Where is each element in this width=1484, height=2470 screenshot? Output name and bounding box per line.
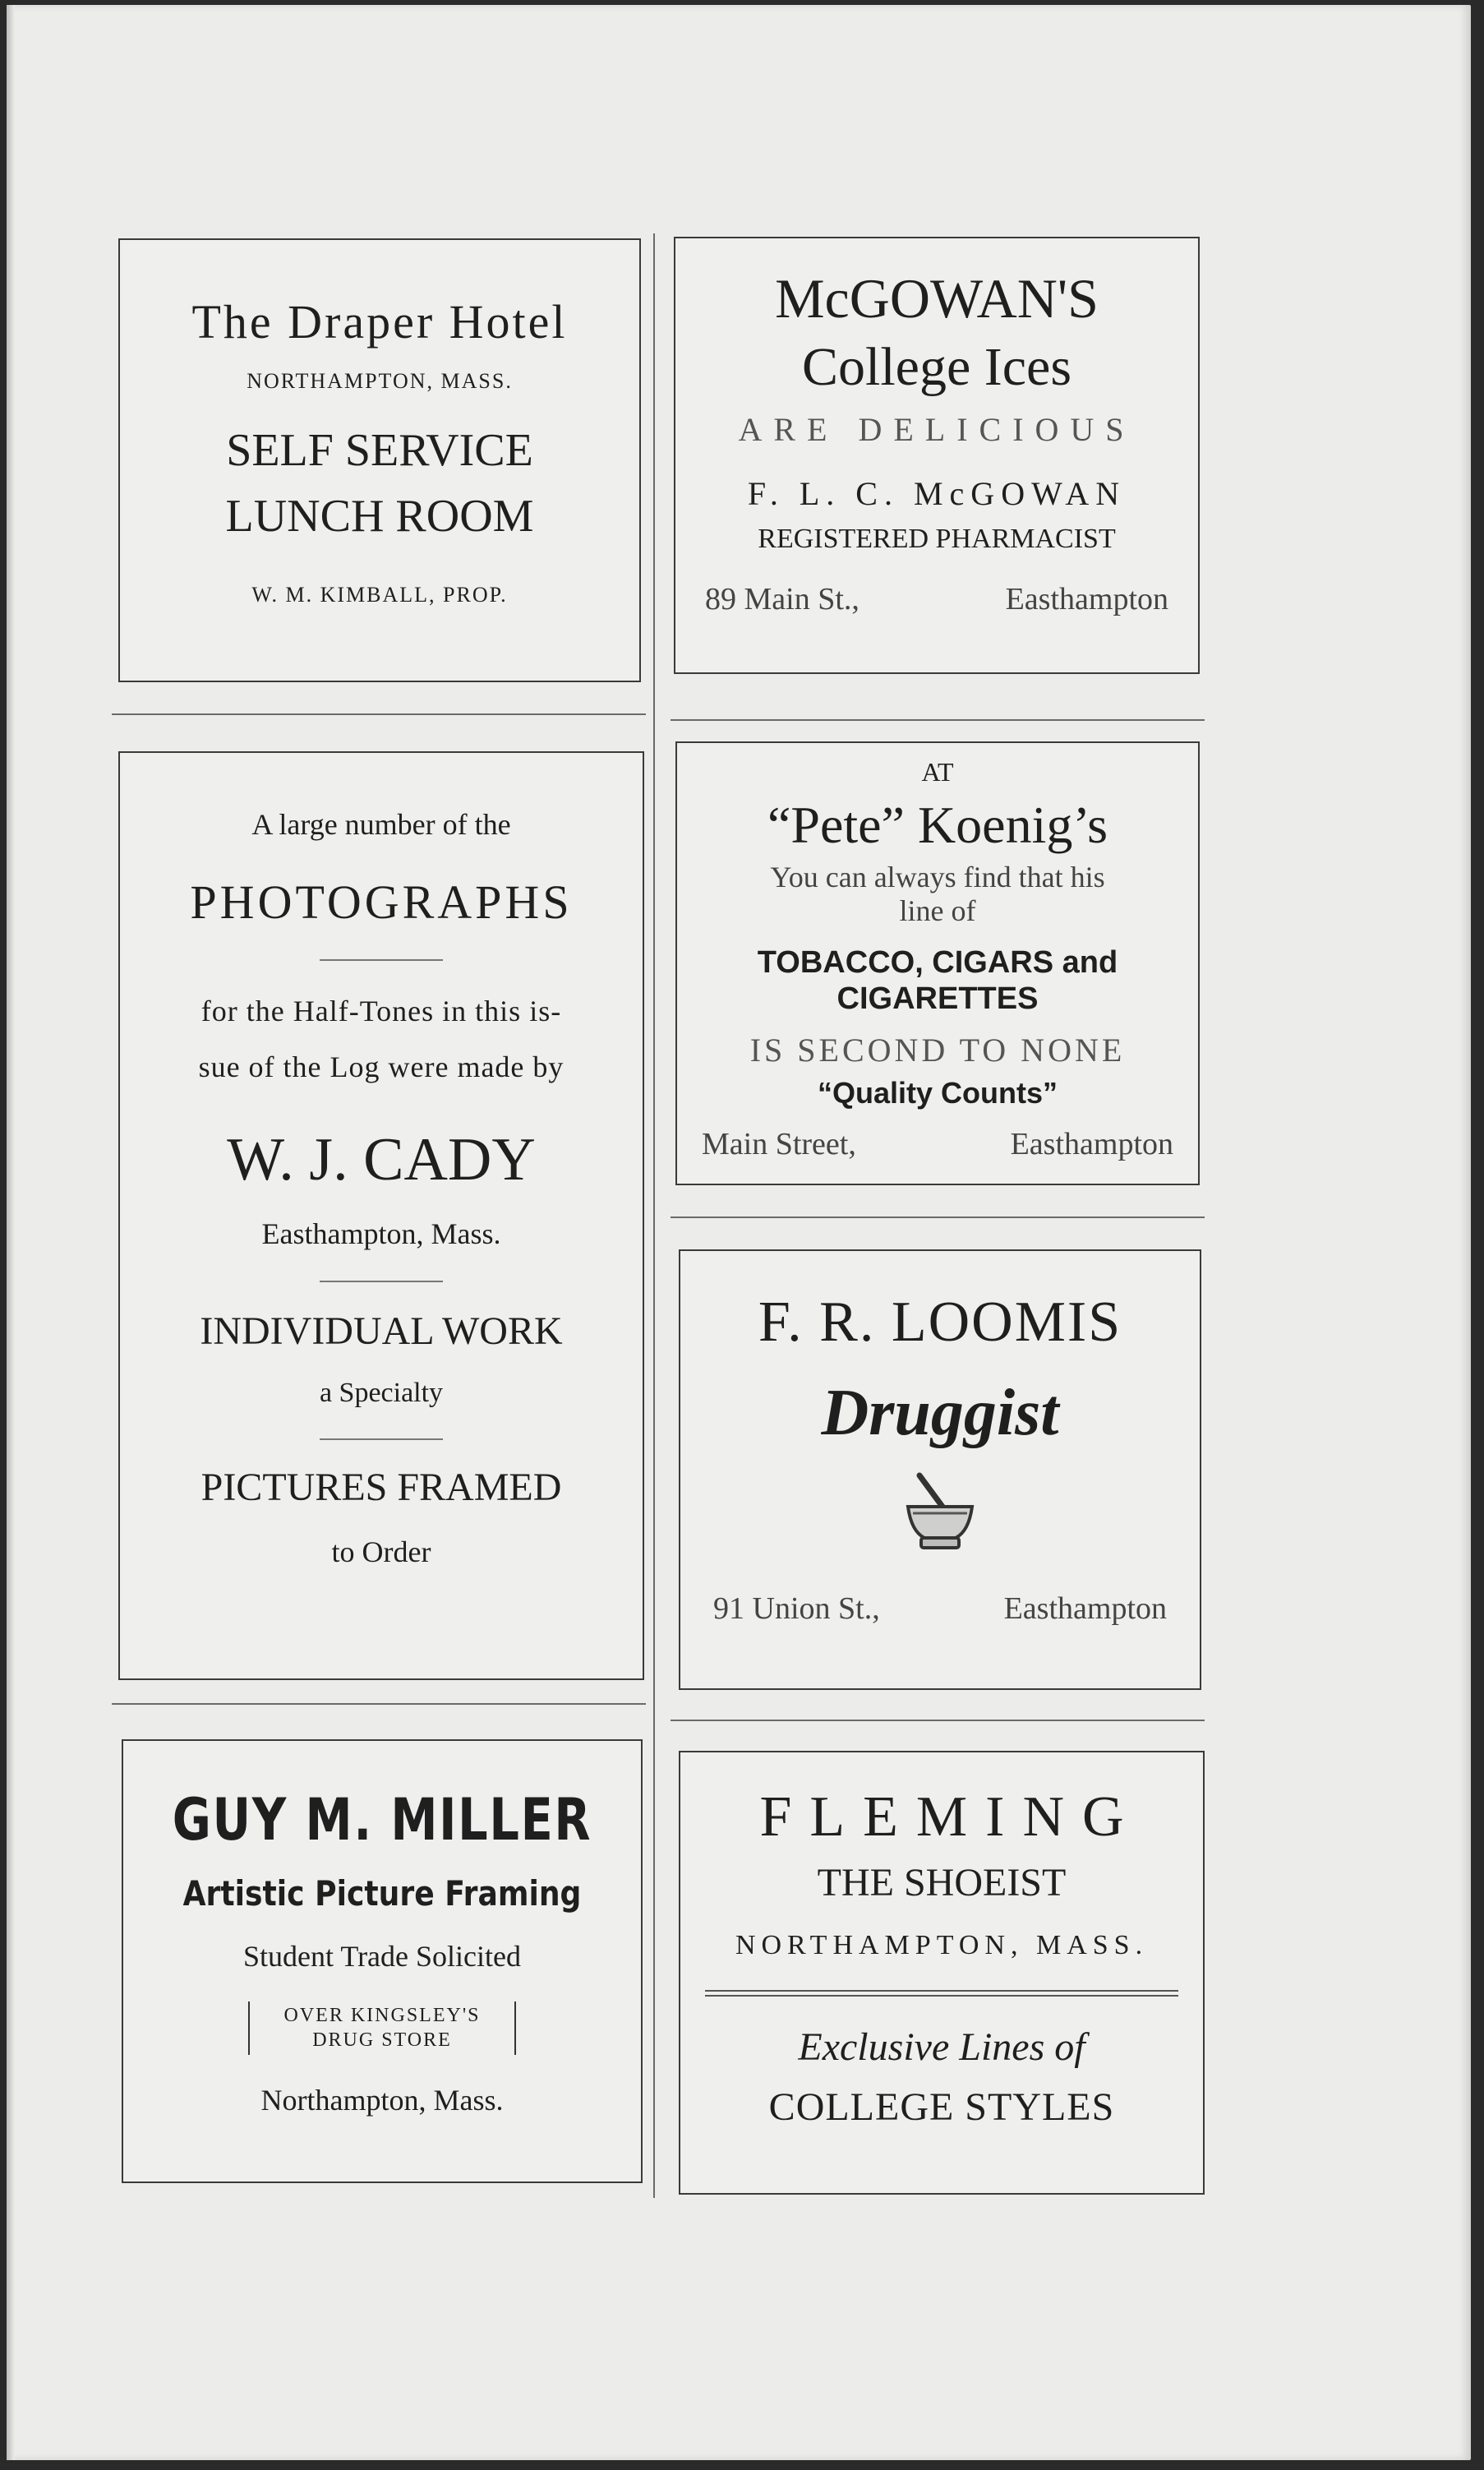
ad-title: The Draper Hotel xyxy=(191,295,568,349)
ad-footer xyxy=(680,1590,1200,1627)
ad-motto: “Quality Counts” xyxy=(817,1076,1058,1110)
separator xyxy=(320,1281,443,1282)
ad-trade: THE SHOEIST xyxy=(817,1861,1067,1904)
separator xyxy=(320,959,443,961)
page-spine xyxy=(7,5,15,2460)
ad-line: SELF SERVICE xyxy=(226,425,533,477)
ad-products: TOBACCO, CIGARS and xyxy=(757,944,1118,980)
ad-location: OVER KINGSLEY'S xyxy=(283,2004,481,2026)
ad-town: Easthampton xyxy=(1003,1591,1167,1626)
ad-line: LUNCH ROOM xyxy=(225,490,534,542)
ad-footer xyxy=(677,1126,1198,1162)
ad-loomis xyxy=(679,1249,1201,1690)
ad-mcgowans xyxy=(674,237,1200,674)
ad-cady xyxy=(118,751,644,1680)
ad-service: INDIVIDUAL WORK xyxy=(200,1309,563,1353)
ad-tagline: ARE DELICIOUS xyxy=(738,411,1136,449)
ad-service-note: to Order xyxy=(331,1535,431,1568)
divider-right-2 xyxy=(671,1217,1205,1218)
ad-location: NORTHAMPTON, MASS. xyxy=(247,368,513,393)
ad-service-note: a Specialty xyxy=(319,1378,444,1409)
ad-town: Northampton, Mass. xyxy=(260,2083,504,2117)
ad-service: PICTURES FRAMED xyxy=(200,1465,562,1509)
ad-address: Main Street, xyxy=(702,1126,856,1161)
ad-product: College Ices xyxy=(801,336,1072,397)
catalog-page xyxy=(7,5,1471,2460)
ad-footer xyxy=(675,581,1198,617)
ad-name: W. J. CADY xyxy=(227,1125,536,1193)
ad-title: McGOWAN'S xyxy=(775,267,1099,330)
ad-location: NORTHAMPTON, MASS. xyxy=(735,1929,1149,1960)
ad-line: You can always find that his xyxy=(770,860,1105,893)
ad-location: DRUG STORE xyxy=(312,2029,452,2052)
ad-headline: PHOTOGRAPHS xyxy=(190,875,573,929)
ad-title-line: REGISTERED PHARMACIST xyxy=(758,524,1116,555)
ad-claim: IS SECOND TO NONE xyxy=(749,1032,1126,1069)
ad-intro: A large number of the xyxy=(251,808,511,841)
divider-right-3 xyxy=(671,1720,1205,1721)
ad-proprietor: W. M. KIMBALL, PROP. xyxy=(251,582,508,607)
ad-address: 91 Union St., xyxy=(713,1591,880,1626)
ad-owner: F. L. C. McGOWAN xyxy=(747,475,1127,513)
ad-draper-hotel xyxy=(118,238,641,682)
ad-miller xyxy=(122,1739,643,2183)
ad-body: sue of the Log were made by xyxy=(198,1050,565,1083)
ad-trade: Artistic Picture Framing xyxy=(182,1873,582,1914)
ad-note: Student Trade Solicited xyxy=(242,1940,521,1974)
separator xyxy=(320,1438,443,1440)
ad-products: CIGARETTES xyxy=(836,981,1039,1016)
ad-at: AT xyxy=(921,757,954,787)
ad-address: 89 Main St., xyxy=(705,581,860,616)
ad-body: for the Half-Tones in this is- xyxy=(200,995,562,1028)
ad-title: FLEMING xyxy=(759,1785,1142,1849)
ad-trade: Druggist xyxy=(821,1377,1059,1449)
double-rule xyxy=(705,1990,1178,1997)
ad-title: F. R. LOOMIS xyxy=(758,1290,1122,1354)
ad-town: Easthampton xyxy=(1005,581,1168,616)
ad-title: “Pete” Koenig’s xyxy=(767,796,1108,855)
ad-line: COLLEGE STYLES xyxy=(768,2084,1115,2129)
ad-town: Easthampton xyxy=(1010,1126,1173,1161)
ad-location: Easthampton, Mass. xyxy=(261,1217,501,1250)
divider-right-1 xyxy=(671,719,1205,721)
ad-line: line of xyxy=(899,894,976,928)
mortar-and-pestle-icon xyxy=(903,1470,977,1553)
ad-koenig xyxy=(675,741,1200,1185)
ad-location-box xyxy=(248,2001,516,2055)
divider-left-2 xyxy=(112,1703,646,1705)
divider-left-1 xyxy=(112,713,646,715)
ad-line: Exclusive Lines of xyxy=(798,2025,1085,2070)
ad-title: GUY M. MILLER xyxy=(172,1786,592,1854)
column-divider xyxy=(653,233,655,2198)
ad-fleming xyxy=(679,1751,1205,2195)
